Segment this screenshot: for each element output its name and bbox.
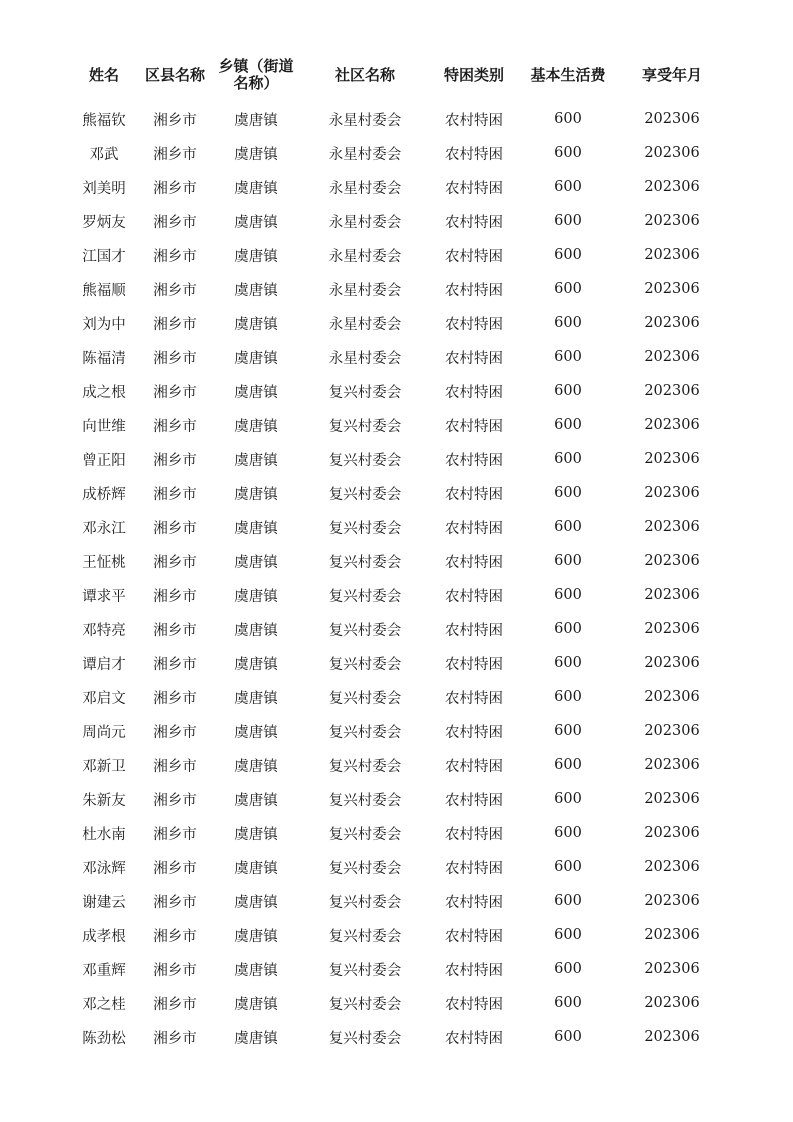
cell-community: 复兴村委会 [328,894,402,911]
cell-month: 202306 [644,587,700,603]
table-row [64,714,732,748]
cell-name: 杜水南 [82,826,126,843]
cell-county: 湘乡市 [153,112,197,129]
cell-community: 复兴村委会 [328,384,402,401]
cell-name: 江国才 [82,248,126,265]
table-body [64,96,732,1054]
cell-month: 202306 [644,315,700,331]
cell-county: 湘乡市 [153,588,197,605]
cell-month: 202306 [644,247,700,263]
cell-month: 202306 [644,213,700,229]
cell-fee: 600 [554,927,582,943]
cell-community: 复兴村委会 [328,860,402,877]
cell-town: 虞唐镇 [234,418,278,435]
cell-fee: 600 [554,383,582,399]
cell-county: 湘乡市 [153,826,197,843]
cell-category: 农村特困 [445,860,503,877]
table-row [64,952,732,986]
cell-town: 虞唐镇 [234,146,278,163]
header-category: 特困类别 [443,65,504,84]
cell-county: 湘乡市 [153,214,197,231]
cell-month: 202306 [644,349,700,365]
cell-town: 虞唐镇 [234,894,278,911]
cell-county: 湘乡市 [153,146,197,163]
cell-category: 农村特困 [445,554,503,571]
cell-name: 熊福钦 [82,112,126,129]
cell-county: 湘乡市 [153,520,197,537]
cell-town: 虞唐镇 [234,214,278,231]
cell-category: 农村特困 [445,486,503,503]
cell-fee: 600 [554,825,582,841]
cell-community: 复兴村委会 [328,724,402,741]
table-row [64,748,732,782]
cell-category: 农村特困 [445,248,503,265]
cell-name: 邓之桂 [82,996,126,1013]
table-row [64,510,732,544]
cell-category: 农村特困 [445,180,503,197]
header-month: 享受年月 [641,65,702,84]
cell-month: 202306 [644,859,700,875]
cell-town: 虞唐镇 [234,112,278,129]
cell-category: 农村特困 [445,690,503,707]
cell-county: 湘乡市 [153,622,197,639]
table-row [64,374,732,408]
cell-category: 农村特困 [445,452,503,469]
table-row [64,306,732,340]
cell-town: 虞唐镇 [234,520,278,537]
table-row [64,918,732,952]
cell-category: 农村特困 [445,792,503,809]
cell-name: 曾正阳 [82,452,126,469]
cell-category: 农村特困 [445,146,503,163]
cell-month: 202306 [644,281,700,297]
cell-fee: 600 [554,519,582,535]
cell-name: 谭求平 [82,588,126,605]
table-row [64,136,732,170]
cell-community: 复兴村委会 [328,418,402,435]
cell-fee: 600 [554,485,582,501]
cell-category: 农村特困 [445,282,503,299]
cell-name: 邓特亮 [82,622,126,639]
cell-county: 湘乡市 [153,180,197,197]
cell-category: 农村特困 [445,520,503,537]
table-row [64,1020,732,1054]
cell-category: 农村特困 [445,996,503,1013]
cell-category: 农村特困 [445,214,503,231]
cell-month: 202306 [644,893,700,909]
cell-name: 邓启文 [82,690,126,707]
cell-community: 复兴村委会 [328,962,402,979]
cell-town: 虞唐镇 [234,860,278,877]
table-row [64,476,732,510]
cell-month: 202306 [644,417,700,433]
cell-name: 陈劲松 [82,1030,126,1047]
cell-name: 成孝根 [82,928,126,945]
cell-month: 202306 [644,655,700,671]
table-row [64,816,732,850]
table-row [64,986,732,1020]
cell-town: 虞唐镇 [234,316,278,333]
table-row [64,96,732,136]
cell-town: 虞唐镇 [234,282,278,299]
cell-month: 202306 [644,519,700,535]
cell-fee: 600 [554,213,582,229]
cell-community: 复兴村委会 [328,486,402,503]
cell-category: 农村特困 [445,656,503,673]
cell-community: 复兴村委会 [328,588,402,605]
cell-town: 虞唐镇 [234,928,278,945]
cell-town: 虞唐镇 [234,486,278,503]
cell-fee: 600 [554,281,582,297]
cell-month: 202306 [644,145,700,161]
cell-community: 复兴村委会 [328,996,402,1013]
cell-category: 农村特困 [445,622,503,639]
cell-county: 湘乡市 [153,724,197,741]
header-town-line1: 乡镇（街道 [218,57,294,75]
cell-county: 湘乡市 [153,894,197,911]
cell-county: 湘乡市 [153,384,197,401]
cell-fee: 600 [554,145,582,161]
cell-county: 湘乡市 [153,350,197,367]
cell-name: 王怔桃 [82,554,126,571]
cell-town: 虞唐镇 [234,792,278,809]
cell-county: 湘乡市 [153,860,197,877]
cell-month: 202306 [644,383,700,399]
cell-town: 虞唐镇 [234,588,278,605]
cell-name: 邓永江 [82,520,126,537]
cell-county: 湘乡市 [153,452,197,469]
cell-category: 农村特困 [445,894,503,911]
cell-fee: 600 [554,349,582,365]
table-row [64,544,732,578]
cell-category: 农村特困 [445,418,503,435]
table-row [64,578,732,612]
cell-category: 农村特困 [445,1030,503,1047]
cell-county: 湘乡市 [153,962,197,979]
cell-name: 刘美明 [82,180,126,197]
cell-town: 虞唐镇 [234,622,278,639]
cell-town: 虞唐镇 [234,384,278,401]
cell-month: 202306 [644,723,700,739]
cell-fee: 600 [554,791,582,807]
cell-category: 农村特困 [445,962,503,979]
cell-month: 202306 [644,791,700,807]
cell-county: 湘乡市 [153,248,197,265]
cell-name: 罗炳友 [82,214,126,231]
cell-community: 复兴村委会 [328,758,402,775]
table-row [64,204,732,238]
cell-fee: 600 [554,961,582,977]
cell-county: 湘乡市 [153,928,197,945]
cell-town: 虞唐镇 [234,724,278,741]
cell-community: 复兴村委会 [328,520,402,537]
cell-county: 湘乡市 [153,996,197,1013]
cell-month: 202306 [644,485,700,501]
cell-name: 周尚元 [82,724,126,741]
table-row [64,884,732,918]
cell-month: 202306 [644,553,700,569]
cell-community: 复兴村委会 [328,554,402,571]
cell-community: 永星村委会 [328,214,402,231]
table-row [64,782,732,816]
cell-fee: 600 [554,859,582,875]
cell-community: 复兴村委会 [328,792,402,809]
cell-category: 农村特困 [445,384,503,401]
cell-fee: 600 [554,621,582,637]
cell-month: 202306 [644,995,700,1011]
header-row [64,54,732,96]
cell-town: 虞唐镇 [234,758,278,775]
cell-fee: 600 [554,723,582,739]
cell-community: 永星村委会 [328,112,402,129]
cell-month: 202306 [644,825,700,841]
cell-town: 虞唐镇 [234,826,278,843]
cell-category: 农村特困 [445,112,503,129]
cell-name: 谢建云 [82,894,126,911]
cell-county: 湘乡市 [153,486,197,503]
table-row [64,646,732,680]
cell-month: 202306 [644,927,700,943]
cell-community: 永星村委会 [328,316,402,333]
cell-name: 成之根 [82,384,126,401]
cell-town: 虞唐镇 [234,452,278,469]
header-town [206,54,306,96]
cell-category: 农村特困 [445,928,503,945]
cell-county: 湘乡市 [153,690,197,707]
cell-fee: 600 [554,587,582,603]
cell-town: 虞唐镇 [234,996,278,1013]
cell-fee: 600 [554,179,582,195]
cell-name: 邓武 [89,146,119,163]
cell-fee: 600 [554,417,582,433]
cell-category: 农村特困 [445,758,503,775]
beneficiary-table [64,54,732,1054]
table-row [64,238,732,272]
cell-town: 虞唐镇 [234,1030,278,1047]
cell-fee: 600 [554,553,582,569]
cell-community: 永星村委会 [328,282,402,299]
cell-county: 湘乡市 [153,758,197,775]
cell-name: 向世维 [82,418,126,435]
header-community: 社区名称 [334,65,395,84]
cell-category: 农村特困 [445,316,503,333]
cell-community: 永星村委会 [328,146,402,163]
cell-county: 湘乡市 [153,792,197,809]
table-header [64,54,732,96]
cell-community: 复兴村委会 [328,452,402,469]
cell-fee: 600 [554,757,582,773]
cell-town: 虞唐镇 [234,690,278,707]
cell-town: 虞唐镇 [234,248,278,265]
cell-month: 202306 [644,961,700,977]
cell-name: 刘为中 [82,316,126,333]
cell-category: 农村特困 [445,588,503,605]
table-row [64,612,732,646]
cell-category: 农村特困 [445,826,503,843]
cell-month: 202306 [644,1029,700,1045]
header-county: 区县名称 [144,65,205,84]
cell-county: 湘乡市 [153,316,197,333]
cell-name: 邓泳辉 [82,860,126,877]
cell-month: 202306 [644,451,700,467]
cell-fee: 600 [554,247,582,263]
cell-county: 湘乡市 [153,282,197,299]
table-row [64,340,732,374]
cell-town: 虞唐镇 [234,656,278,673]
cell-community: 永星村委会 [328,350,402,367]
cell-fee: 600 [554,689,582,705]
table-row [64,272,732,306]
header-town-line2: 名称） [233,74,279,92]
cell-category: 农村特困 [445,350,503,367]
cell-county: 湘乡市 [153,1030,197,1047]
table-row [64,850,732,884]
header-name: 姓名 [88,65,119,84]
cell-month: 202306 [644,111,700,127]
cell-category: 农村特困 [445,724,503,741]
cell-town: 虞唐镇 [234,180,278,197]
cell-county: 湘乡市 [153,656,197,673]
cell-name: 陈福清 [82,350,126,367]
cell-month: 202306 [644,757,700,773]
cell-community: 复兴村委会 [328,928,402,945]
cell-fee: 600 [554,995,582,1011]
cell-community: 复兴村委会 [328,656,402,673]
cell-name: 邓新卫 [82,758,126,775]
cell-community: 永星村委会 [328,180,402,197]
cell-month: 202306 [644,621,700,637]
cell-community: 复兴村委会 [328,690,402,707]
cell-month: 202306 [644,689,700,705]
cell-fee: 600 [554,1029,582,1045]
cell-community: 复兴村委会 [328,622,402,639]
cell-fee: 600 [554,451,582,467]
cell-name: 熊福顺 [82,282,126,299]
header-fee: 基本生活费 [530,65,606,84]
cell-community: 永星村委会 [328,248,402,265]
cell-name: 成桥辉 [82,486,126,503]
cell-fee: 600 [554,315,582,331]
cell-community: 复兴村委会 [328,826,402,843]
table-row [64,408,732,442]
cell-fee: 600 [554,655,582,671]
cell-town: 虞唐镇 [234,554,278,571]
cell-fee: 600 [554,111,582,127]
table-row [64,170,732,204]
cell-town: 虞唐镇 [234,962,278,979]
cell-town: 虞唐镇 [234,350,278,367]
table-row [64,680,732,714]
cell-fee: 600 [554,893,582,909]
cell-county: 湘乡市 [153,418,197,435]
cell-county: 湘乡市 [153,554,197,571]
cell-community: 复兴村委会 [328,1030,402,1047]
cell-name: 朱新友 [82,792,126,809]
cell-month: 202306 [644,179,700,195]
table-row [64,442,732,476]
cell-name: 邓重辉 [82,962,126,979]
cell-name: 谭启才 [82,656,126,673]
